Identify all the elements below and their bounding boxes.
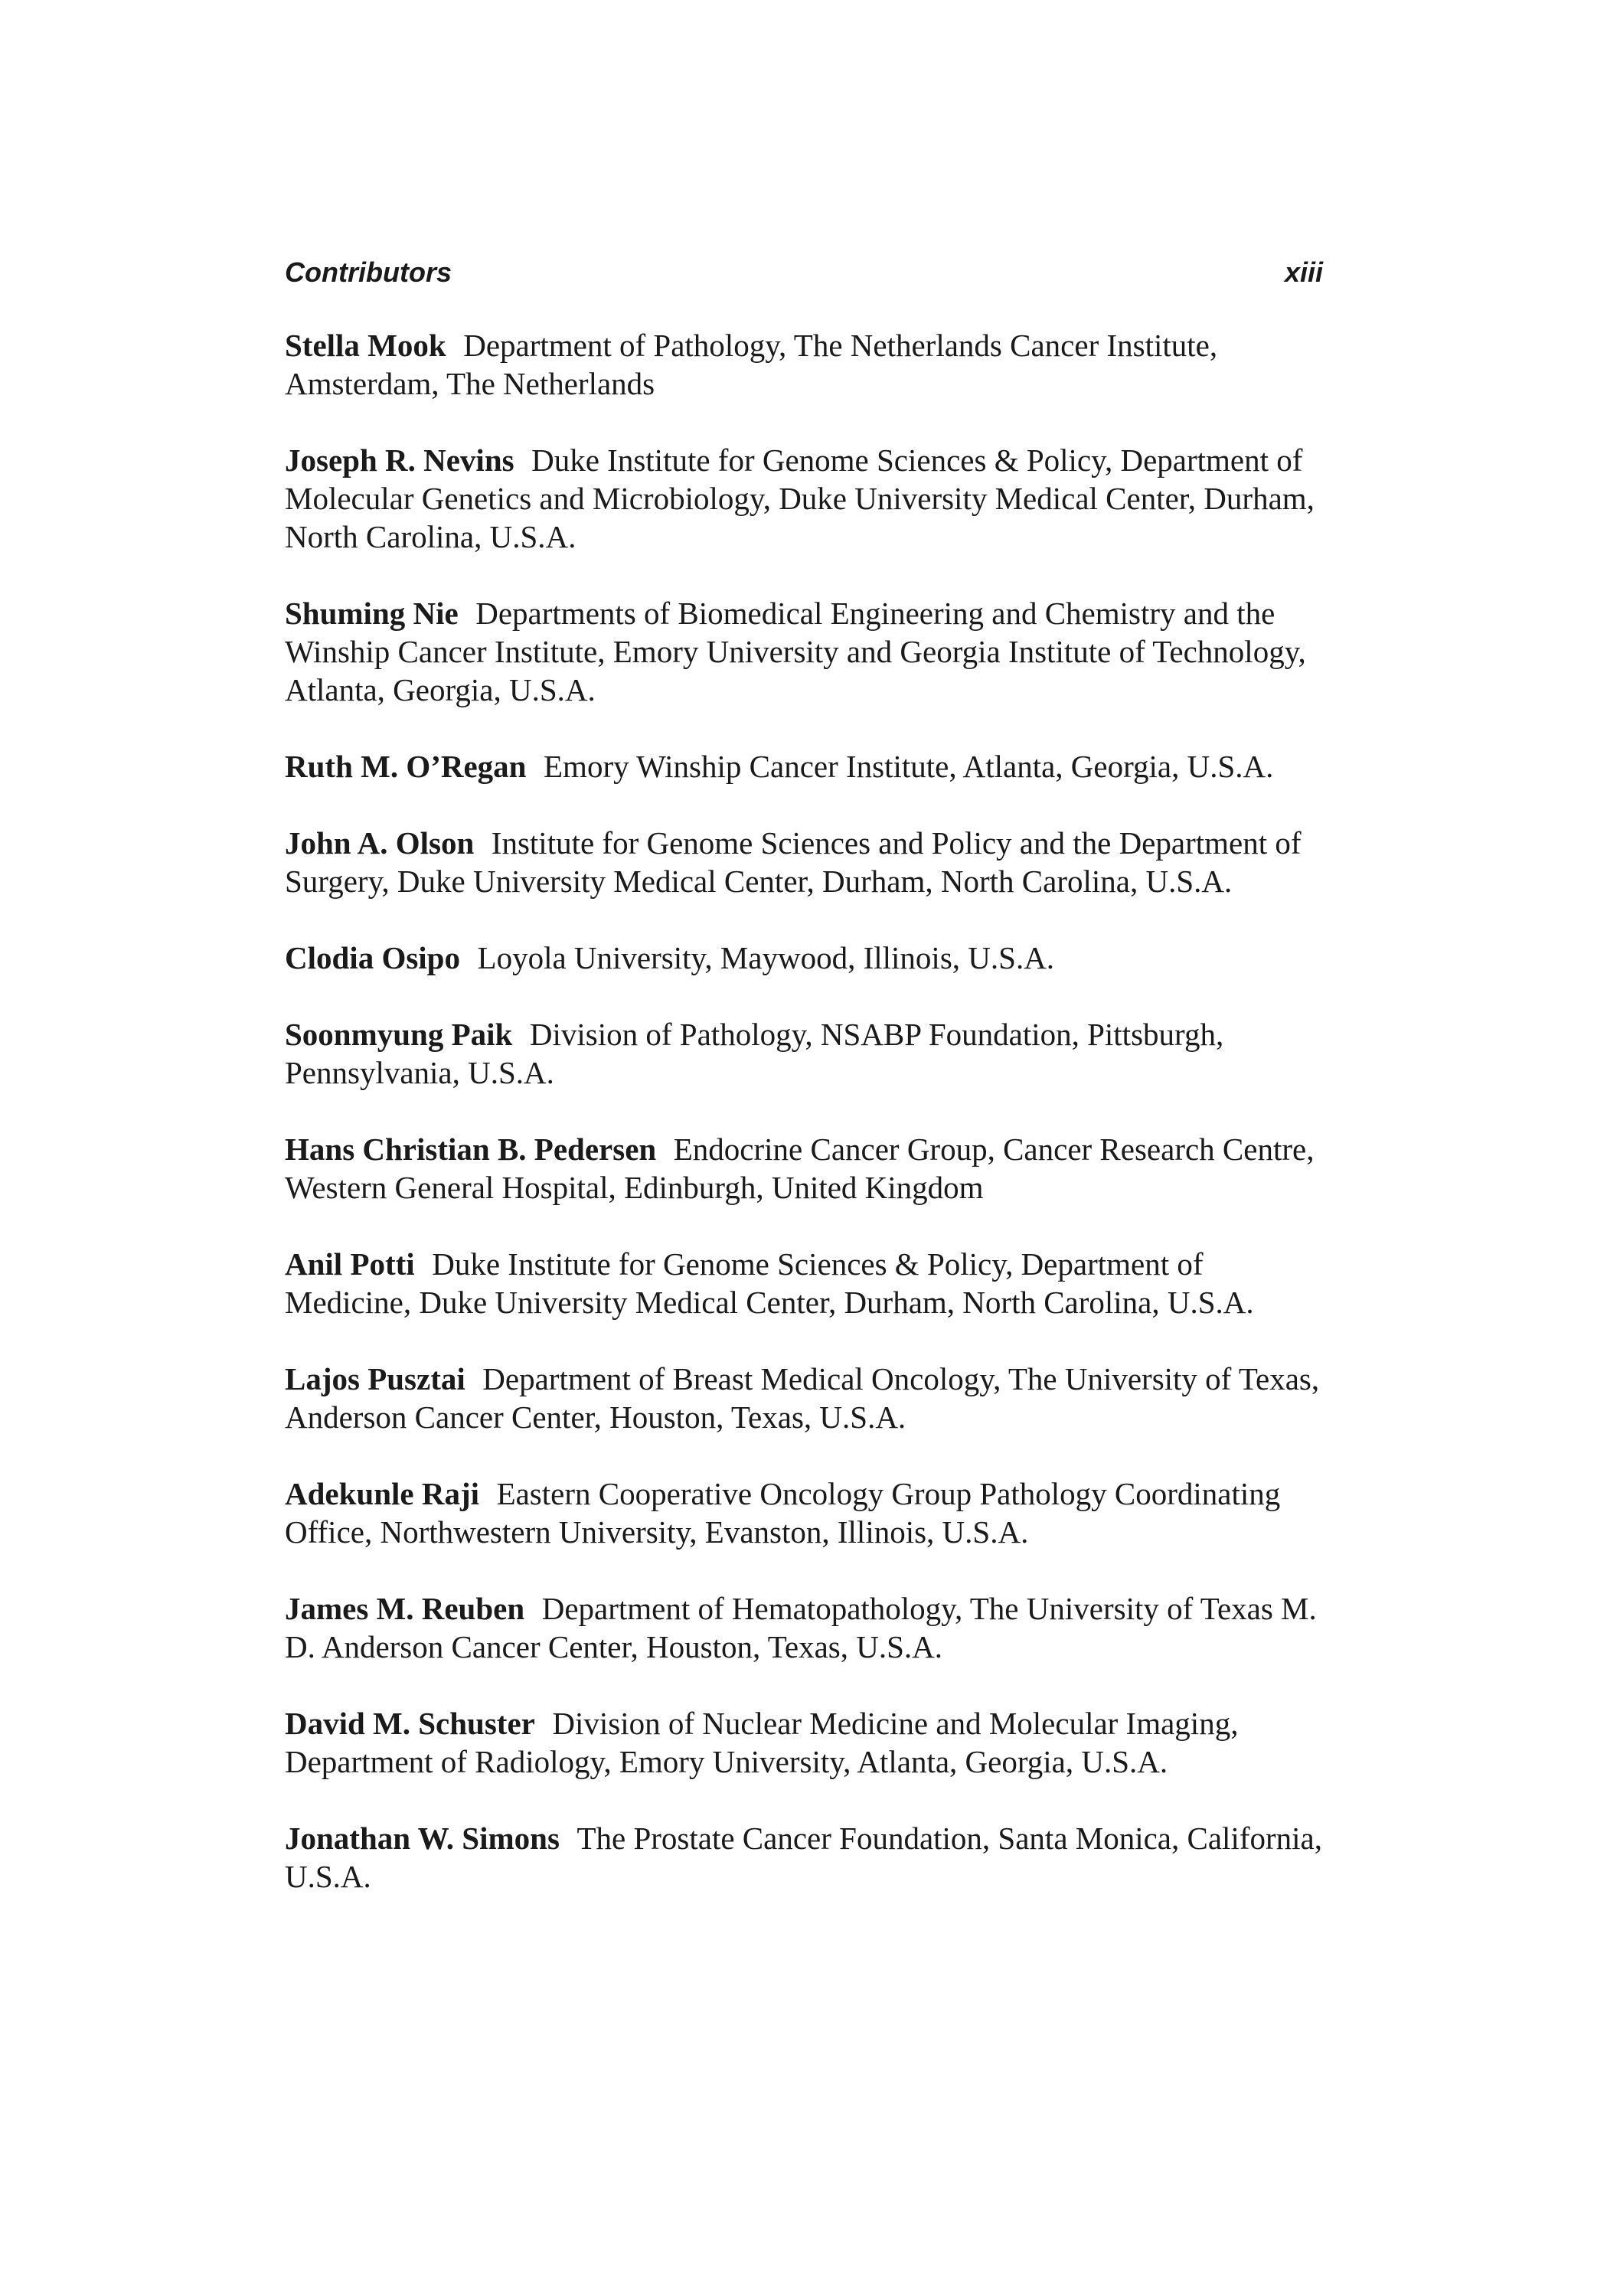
contributor-entry xyxy=(285,326,1323,403)
contributor-entry xyxy=(285,441,1323,556)
contributor-affiliation: Emory Winship Cancer Institute, Atlanta, Georgia, U.S.A. xyxy=(544,749,1274,784)
contributor-name: Joseph R. Nevins xyxy=(285,443,514,478)
contributor-entry xyxy=(285,1245,1323,1321)
contributor-entry xyxy=(285,824,1323,900)
contributor-name: Shuming Nie xyxy=(285,596,459,631)
section-title: Contributors xyxy=(285,256,452,288)
contributor-affiliation: Loyola University, Maywood, Illinois, U.S.A. xyxy=(477,940,1055,975)
contributor-entry xyxy=(285,939,1323,977)
contributor-entry xyxy=(285,1360,1323,1436)
contributor-entry xyxy=(285,1015,1323,1092)
contributor-name: Anil Potti xyxy=(285,1246,415,1282)
contributor-entry xyxy=(285,1130,1323,1207)
contributor-name: Ruth M. O’Regan xyxy=(285,749,527,784)
contributor-name: James M. Reuben xyxy=(285,1591,525,1626)
page-number: xiii xyxy=(1284,256,1323,288)
contributor-affiliation: Institute for Genome Sciences and Policy and the Department of Surgery, Duke University Medical Center, Durham, North Carolina, U.S.A. xyxy=(285,825,1302,899)
contributor-name: John A. Olson xyxy=(285,825,475,861)
contributor-name: David M. Schuster xyxy=(285,1706,535,1741)
contributor-name: Soonmyung Paik xyxy=(285,1017,513,1052)
contributor-affiliation: Department of Breast Medical Oncology, The University of Texas, Anderson Cancer Center, Houston, Texas, U.S.A. xyxy=(285,1361,1320,1435)
contributor-affiliation: Departments of Biomedical Engineering and Chemistry and the Winship Cancer Institute, Emory University and Georgia Institute of Technology, Atlanta, Georgia, U.S.A. xyxy=(285,596,1306,707)
contributor-affiliation: Department of Hematopathology, The University of Texas M. D. Anderson Cancer Center, Houston, Texas, U.S.A. xyxy=(285,1591,1317,1664)
contributor-entry xyxy=(285,747,1323,785)
contributor-affiliation: Department of Pathology, The Netherlands Cancer Institute, Amsterdam, The Netherlands xyxy=(285,328,1218,401)
contributor-affiliation: Division of Nuclear Medicine and Molecular Imaging, Department of Radiology, Emory University, Atlanta, Georgia, U.S.A. xyxy=(285,1706,1239,1779)
contributor-affiliation: Duke Institute for Genome Sciences & Policy, Department of Molecular Genetics and Microbiology, Duke University Medical Center, Durham, North Carolina, U.S.A. xyxy=(285,443,1315,554)
contributor-affiliation: Duke Institute for Genome Sciences & Policy, Department of Medicine, Duke University Medical Center, Durham, North Carolina, U.S.A. xyxy=(285,1246,1254,1320)
book-page xyxy=(285,253,1323,1934)
contributor-affiliation: The Prostate Cancer Foundation, Santa Monica, California, U.S.A. xyxy=(285,1821,1322,1894)
contributor-entry xyxy=(285,594,1323,709)
contributor-entry xyxy=(285,1819,1323,1896)
contributor-name: Lajos Pusztai xyxy=(285,1361,465,1396)
contributor-name: Adekunle Raji xyxy=(285,1476,480,1511)
contributor-entry xyxy=(285,1475,1323,1551)
contributor-entry xyxy=(285,1704,1323,1781)
contributor-entry xyxy=(285,1589,1323,1666)
contributor-name: Jonathan W. Simons xyxy=(285,1821,560,1856)
contributor-affiliation: Division of Pathology, NSABP Foundation, Pittsburgh, Pennsylvania, U.S.A. xyxy=(285,1017,1224,1090)
contributor-affiliation: Eastern Cooperative Oncology Group Pathology Coordinating Office, Northwestern University, Evanston, Illinois, U.S.A. xyxy=(285,1476,1281,1550)
contributor-list xyxy=(285,326,1323,1896)
running-head xyxy=(285,253,1323,292)
contributor-name: Hans Christian B. Pedersen xyxy=(285,1132,657,1167)
contributor-name: Stella Mook xyxy=(285,328,446,363)
contributor-name: Clodia Osipo xyxy=(285,940,460,975)
contributor-affiliation: Endocrine Cancer Group, Cancer Research Centre, Western General Hospital, Edinburgh, United Kingdom xyxy=(285,1132,1315,1205)
